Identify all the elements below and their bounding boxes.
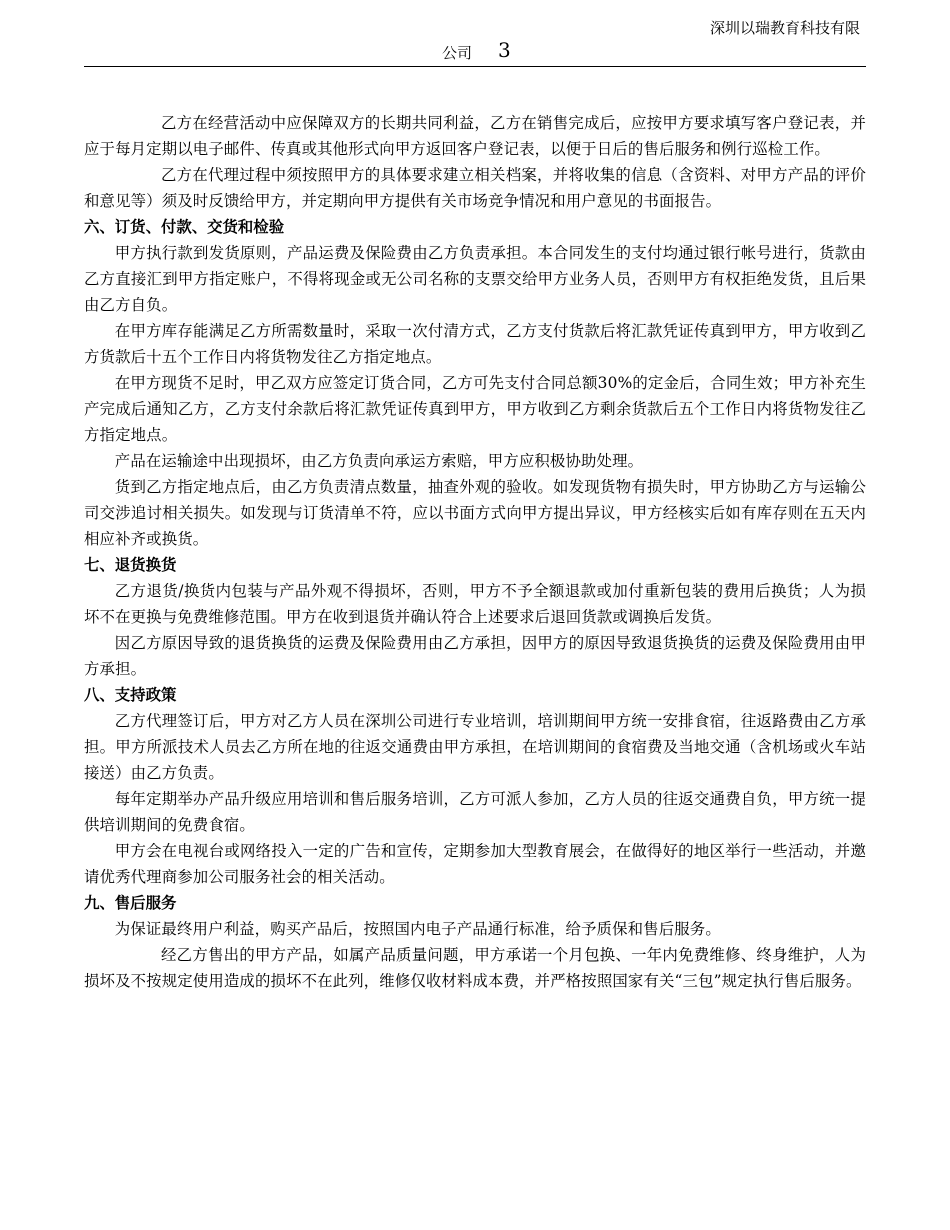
paragraph: 乙方退货/换货内包装与产品外观不得损坏，否则，甲方不予全额退款或加付重新包装的费用后换货；人为损坏不在更换与免费维修范围。甲方在收到退货并确认符合上述要求后退回货款或调换后发货。 [84, 582, 866, 626]
company-name-line1: 深圳以瑞教育科技有限 [709, 19, 860, 37]
paragraph: 经乙方售出的甲方产品，如属产品质量问题，甲方承诺一个月包换、一年内免费维修、终身维护，人为损坏及不按规定使用造成的损坏不在此列，维修仅收材料成本费，并严格按照国家有关“三包”规定执行售后服务。 [84, 946, 866, 990]
paragraph: 在甲方库存能满足乙方所需数量时，采取一次付清方式，乙方支付货款后将汇款凭证传真到甲方，甲方收到乙方货款后十五个工作日内将货物发往乙方指定地点。 [84, 322, 866, 366]
section-heading-6: 六、订货、付款、交货和检验 [84, 218, 285, 236]
paragraph: 甲方执行款到发货原则，产品运费及保险费由乙方负责承担。本合同发生的支付均通过银行帐号进行，货款由乙方直接汇到甲方指定账户，不得将现金或无公司名称的支票交给甲方业务人员，否则甲方有权拒绝发货，且后果由乙方自负。 [84, 244, 866, 314]
paragraph: 货到乙方指定地点后，由乙方负责清点数量，抽查外观的验收。如发现货物有损失时，甲方协助乙方与运输公司交涉追讨相关损失。如发现与订货清单不符，应以书面方式向甲方提出异议，甲方经核实后如有库存则在五天内相应补齐或换货。 [84, 478, 866, 548]
section-heading-9: 九、售后服务 [84, 894, 177, 912]
paragraph: 乙方在经营活动中应保障双方的长期共同利益，乙方在销售完成后，应按甲方要求填写客户登记表，并应于每月定期以电子邮件、传真或其他形式向甲方返回客户登记表，以便于日后的售后服务和例行巡检工作。 [84, 114, 866, 158]
company-name-line2: 公司 [442, 44, 473, 62]
document-body [84, 110, 866, 994]
paragraph: 乙方在代理过程中须按照甲方的具体要求建立相关档案，并将收集的信息（含资料、对甲方产品的评价和意见等）须及时反馈给甲方，并定期向甲方提供有关市场竞争情况和用户意见的书面报告。 [84, 166, 866, 210]
section-heading-8: 八、支持政策 [84, 686, 177, 704]
page-header [84, 14, 866, 67]
section-heading-7: 七、退货换货 [84, 556, 177, 574]
paragraph: 甲方会在电视台或网络投入一定的广告和宣传，定期参加大型教育展会，在做得好的地区举行一些活动，并邀请优秀代理商参加公司服务社会的相关活动。 [84, 842, 866, 886]
page-number: 3 [498, 38, 511, 62]
paragraph: 产品在运输途中出现损坏，由乙方负责向承运方索赔，甲方应积极协助处理。 [114, 452, 644, 470]
paragraph: 为保证最终用户利益，购买产品后，按照国内电子产品通行标准，给予质保和售后服务。 [114, 920, 721, 938]
paragraph: 每年定期举办产品升级应用培训和售后服务培训，乙方可派人参加，乙方人员的往返交通费自负，甲方统一提供培训期间的免费食宿。 [84, 790, 866, 834]
paragraph: 在甲方现货不足时，甲乙双方应签定订货合同，乙方可先支付合同总额30%的定金后，合同生效；甲方补充生产完成后通知乙方，乙方支付余款后将汇款凭证传真到甲方，甲方收到乙方剩余货款后五个工作日内将货物发往乙方指定地点。 [84, 374, 866, 444]
paragraph: 因乙方原因导致的退货换货的运费及保险费用由乙方承担，因甲方的原因导致退货换货的运费及保险费用由甲方承担。 [84, 634, 866, 678]
paragraph: 乙方代理签订后，甲方对乙方人员在深圳公司进行专业培训，培训期间甲方统一安排食宿，往返路费由乙方承担。甲方所派技术人员去乙方所在地的往返交通费由甲方承担，在培训期间的食宿费及当地交通（含机场或火车站接送）由乙方负责。 [84, 712, 866, 782]
